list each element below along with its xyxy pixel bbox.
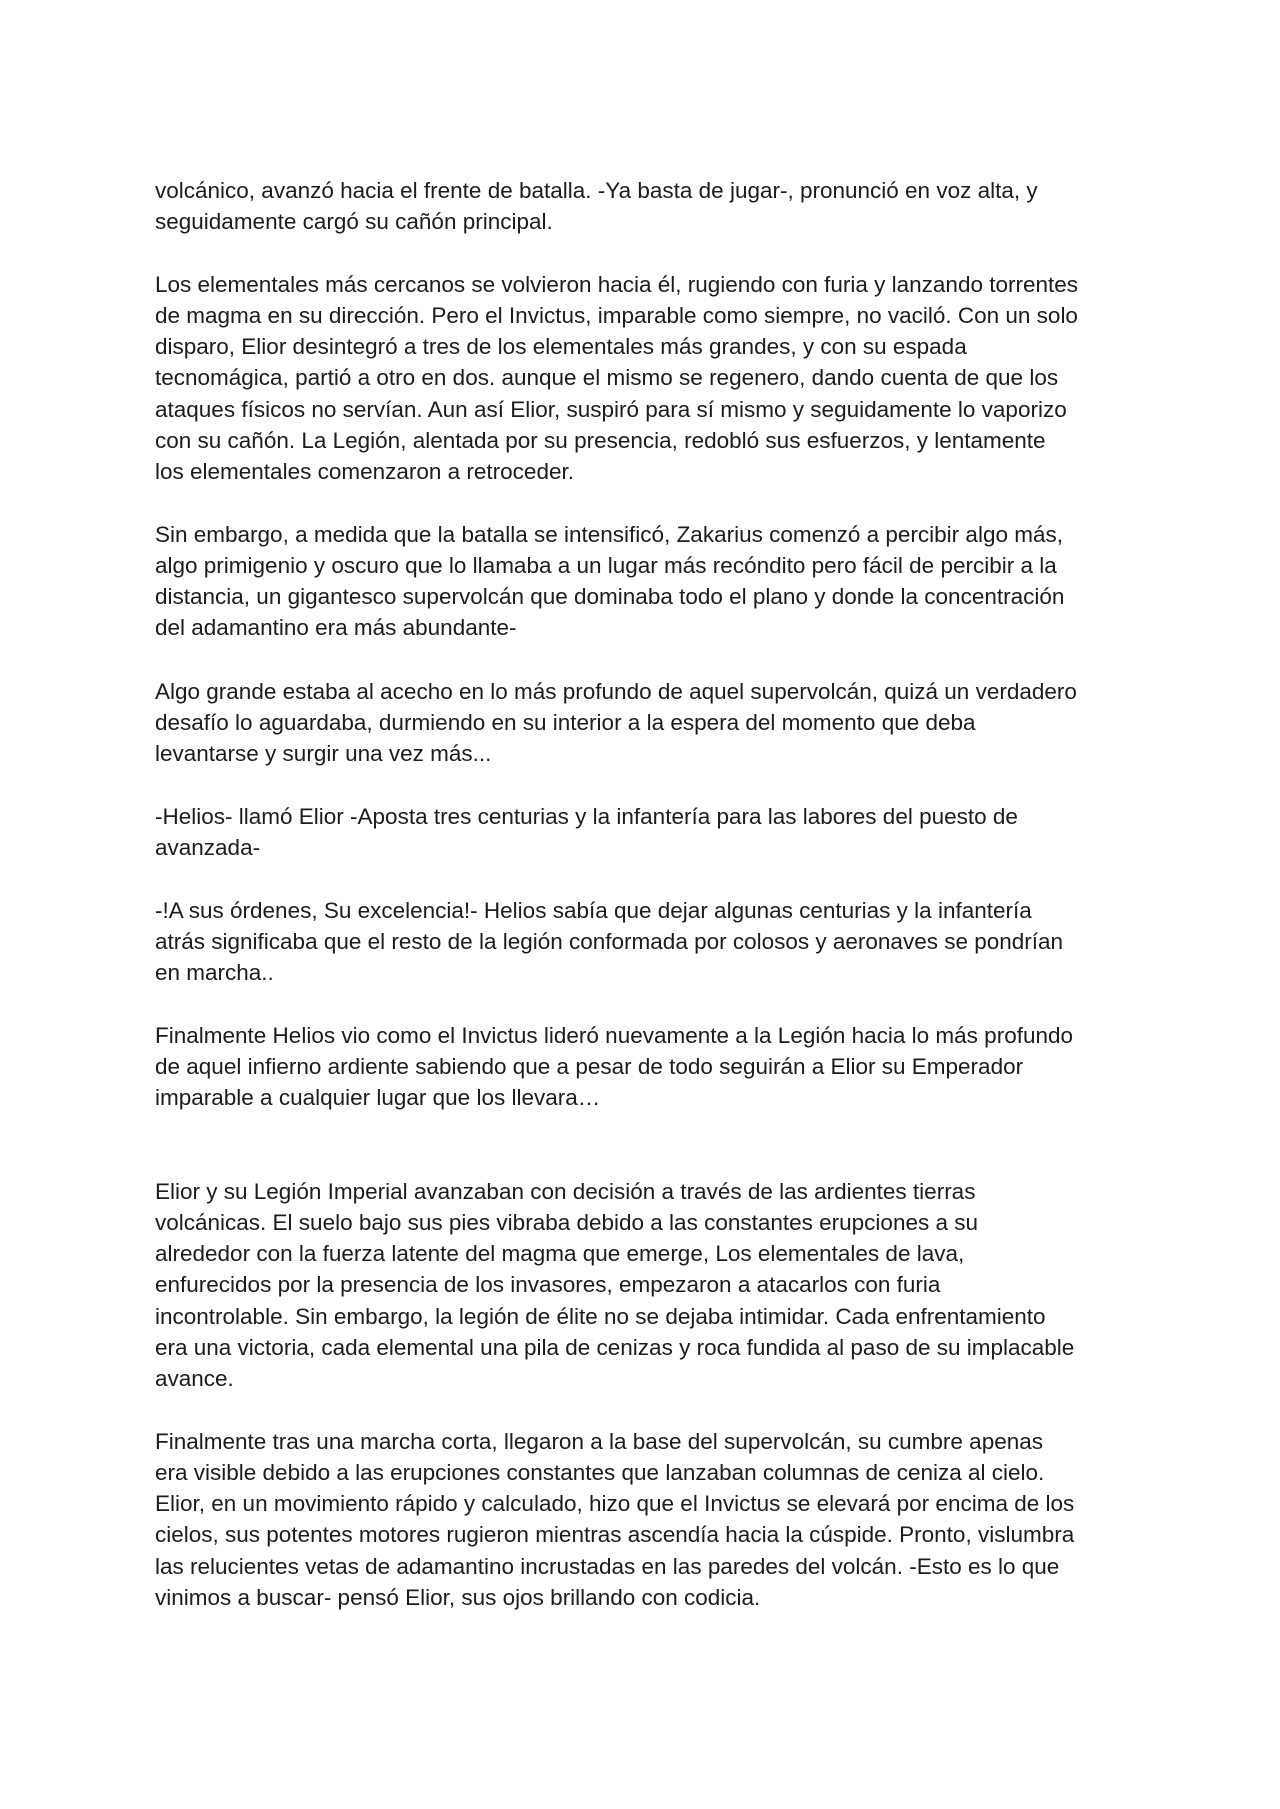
- paragraph-line: disparo, Elior desintegró a tres de los elementales más grandes, y con su espada: [155, 334, 967, 360]
- paragraph-line: volcánico, avanzó hacia el frente de batalla. -Ya basta de jugar-, pronunció en voz alta, y: [155, 177, 1038, 203]
- paragraph-line: algo primigenio y oscuro que lo llamaba a un lugar más recóndito pero fácil de percibir a la: [155, 552, 1057, 578]
- paragraph-1: [155, 175, 1145, 238]
- paragraph-line: Algo grande estaba al acecho en lo más profundo de aquel supervolcán, quizá un verdadero: [155, 678, 1077, 704]
- paragraph-line: -Helios- llamó Elior -Aposta tres centurias y la infantería para las labores del puesto de: [155, 803, 1018, 829]
- paragraph-line: vinimos a buscar- pensó Elior, sus ojos brillando con codicia.: [155, 1584, 761, 1610]
- paragraph-line: Elior y su Legión Imperial avanzaban con decisión a través de las ardientes tierras: [155, 1178, 976, 1204]
- paragraph-line: levantarse y surgir una vez más...: [155, 741, 492, 767]
- paragraph-line: era visible debido a las erupciones constantes que lanzaban columnas de ceniza al cielo.: [155, 1459, 1045, 1485]
- paragraph-line: distancia, un gigantesco supervolcán que dominaba todo el plano y donde la concentración: [155, 584, 1065, 610]
- paragraph-line: desafío lo aguardaba, durmiendo en su interior a la espera del momento que deba: [155, 709, 976, 735]
- paragraph-line: era una victoria, cada elemental una pila de cenizas y roca fundida al paso de su implacable: [155, 1334, 1075, 1360]
- paragraph-line: Finalmente tras una marcha corta, llegaron a la base del supervolcán, su cumbre apenas: [155, 1428, 1043, 1454]
- paragraph-4: [155, 676, 1145, 770]
- paragraph-line: de aquel infierno ardiente sabiendo que a pesar de todo seguirán a Elior su Emperador: [155, 1053, 1024, 1079]
- paragraph-line: incontrolable. Sin embargo, la legión de élite no se dejaba intimidar. Cada enfrentamiento: [155, 1303, 1046, 1329]
- paragraph-line: Elior, en un movimiento rápido y calculado, hizo que el Invictus se elevará por encima de los: [155, 1491, 1075, 1517]
- paragraph-line: enfurecidos por la presencia de los invasores, empezaron a atacarlos con furia: [155, 1272, 941, 1298]
- paragraph-2: [155, 269, 1145, 488]
- paragraph-line: en marcha..: [155, 960, 274, 986]
- paragraph-line: Sin embargo, a medida que la batalla se intensificó, Zakarius comenzó a percibir algo más,: [155, 521, 1063, 547]
- paragraph-line: del adamantino era más abundante-: [155, 615, 517, 641]
- paragraph-6: [155, 895, 1145, 989]
- paragraph-line: cielos, sus potentes motores rugieron mientras ascendía hacia la cúspide. Pronto, vislumbra: [155, 1522, 1075, 1548]
- paragraph-8: [155, 1176, 1145, 1395]
- paragraph-line: avance.: [155, 1366, 234, 1392]
- paragraph-line: alrededor con la fuerza latente del magma que emerge, Los elementales de lava,: [155, 1241, 965, 1267]
- paragraph-line: Finalmente Helios vio como el Invictus lideró nuevamente a la Legión hacia lo más profundo: [155, 1022, 1074, 1048]
- paragraph-line: con su cañón. La Legión, alentada por su presencia, redobló sus esfuerzos, y lentamente: [155, 427, 1046, 453]
- paragraph-line: -!A sus órdenes, Su excelencia!- Helios sabía que dejar algunas centurias y la infantería: [155, 897, 1032, 923]
- paragraph-line: imparable a cualquier lugar que los llevara…: [155, 1085, 601, 1111]
- paragraph-line: volcánicas. El suelo bajo sus pies vibraba debido a las constantes erupciones a su: [155, 1209, 978, 1235]
- paragraph-line: seguidamente cargó su cañón principal.: [155, 208, 553, 234]
- paragraph-line: ataques físicos no servían. Aun así Elior, suspiró para sí mismo y seguidamente lo vaporizo: [155, 396, 1067, 422]
- paragraph-line: Los elementales más cercanos se volvieron hacia él, rugiendo con furia y lanzando torrentes: [155, 271, 1079, 297]
- paragraph-line: atrás significaba que el resto de la legión conformada por colosos y aeronaves se pondrían: [155, 928, 1064, 954]
- paragraph-5: [155, 801, 1145, 864]
- paragraph-9: [155, 1426, 1145, 1614]
- paragraph-line: los elementales comenzaron a retroceder.: [155, 459, 574, 485]
- paragraph-line: tecnomágica, partió a otro en dos. aunque el mismo se regenero, dando cuenta de que los: [155, 365, 1059, 391]
- paragraph-line: avanzada-: [155, 834, 261, 860]
- paragraph-7: [155, 1020, 1145, 1114]
- paragraph-3: [155, 519, 1145, 644]
- paragraph-line: las relucientes vetas de adamantino incrustadas en las paredes del volcán. -Esto es lo que: [155, 1553, 1060, 1579]
- paragraph-line: de magma en su dirección. Pero el Invictus, imparable como siempre, no vaciló. Con un solo: [155, 302, 1078, 328]
